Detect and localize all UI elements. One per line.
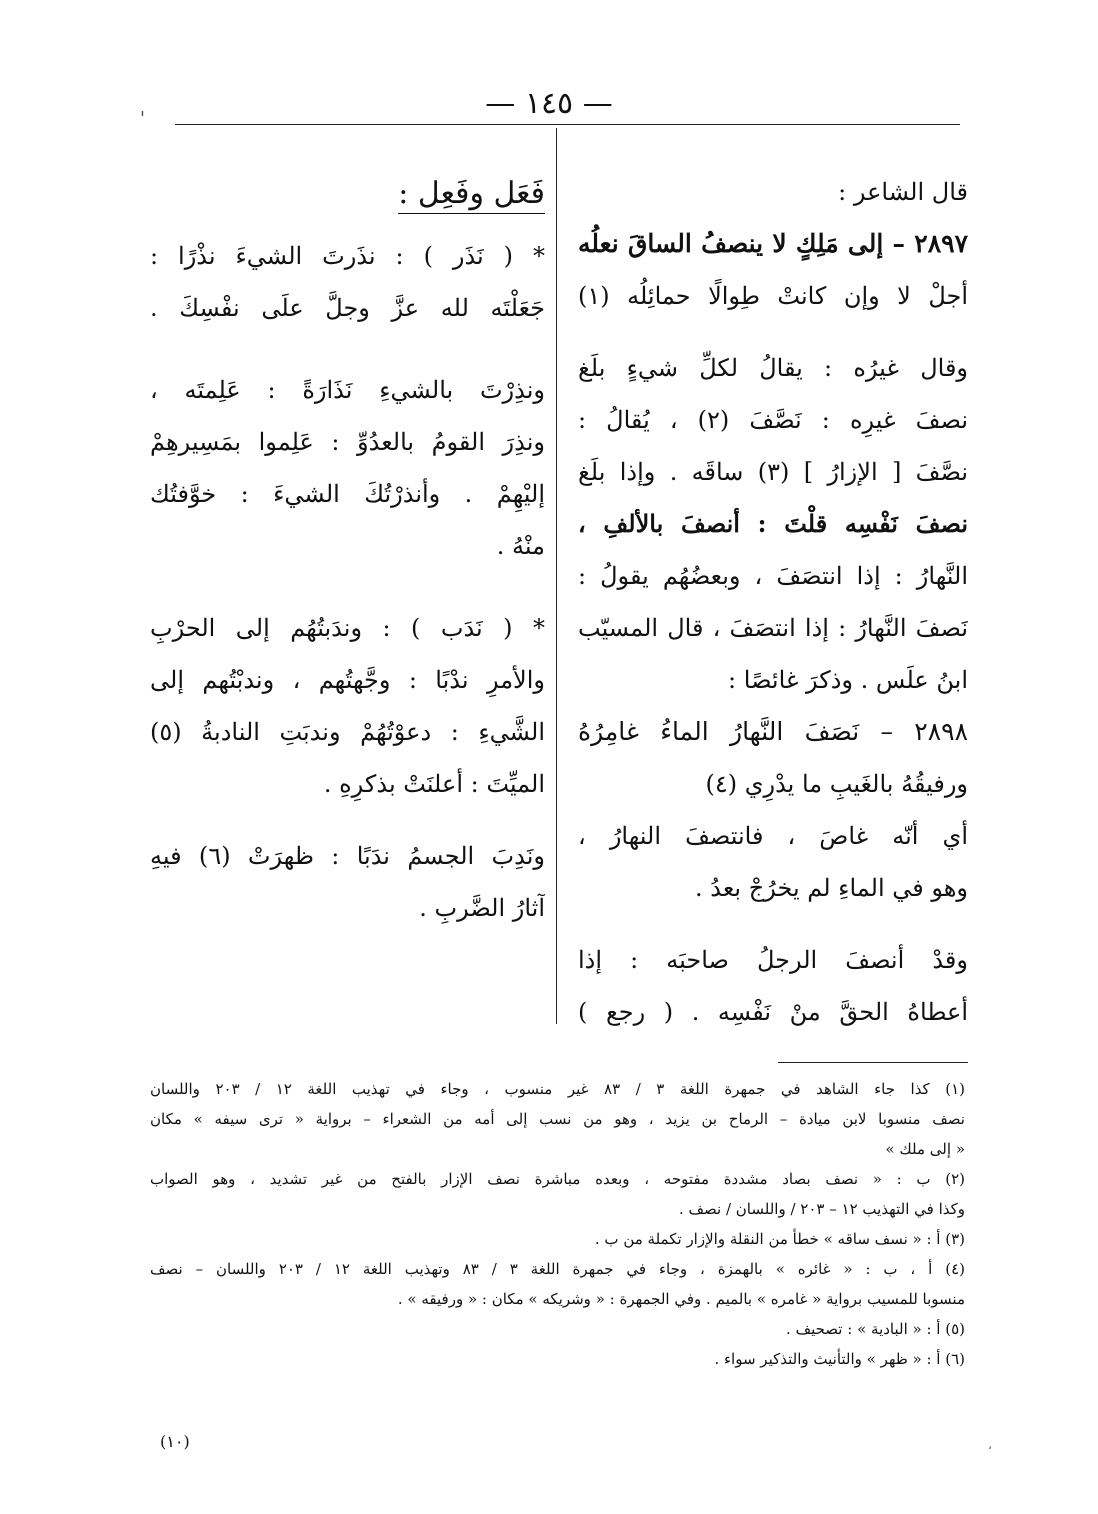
footnote-line: وكذا في التهذيب ١٢ – ٢٠٣ / واللسان / نصف . <box>678 1200 965 1218</box>
text-line: نصفَ غيرِه : نَصَّفَ (٢) ، يُقالُ : <box>578 406 968 434</box>
text-line: أعطاهُ الحقَّ منْ نَفْسِه . ( رجع ) <box>578 998 968 1026</box>
footnote-line: « إلى ملك » <box>885 1140 965 1158</box>
paragraph-gap <box>150 810 545 830</box>
stray-mark: ، <box>988 1438 992 1452</box>
paragraph-gap <box>150 572 545 602</box>
stray-mark: ' <box>140 108 145 129</box>
verse-line: أجلْ لا وإن كانتْ طِوالًا حمائِلُه (١) <box>578 282 968 310</box>
footnote-line: (٥) أ : « البادية » : تصحيف . <box>786 1320 965 1338</box>
footnote-line: (٢) ب : « نصف بصاد مشددة مفتوحه ، وبعده مباشرة نصف الإزار بالفتح من غير تشديد ، وهو الصواب <box>150 1170 965 1188</box>
paragraph-gap <box>578 914 968 934</box>
footnote-line: نصف منسوبا لابن ميادة – الرماح بن يزيد ، وهو من نسب إلى أمه من الشعراء – برواية « ترى سيفه » مكان <box>150 1110 965 1128</box>
footnote-line: (٦) أ : « ظهر » والتأنيث والتذكير سواء . <box>714 1350 965 1368</box>
verse-line: ٢٨٩٧ – إلى مَلِكٍ لا ينصفُ الساقَ نعلُه <box>578 229 968 258</box>
text-line: نَصفَ النَّهارُ : إذا انتصَفَ ، قال المسيّب <box>578 614 968 642</box>
text-line: منْهُ . <box>496 532 545 560</box>
footnote-line: (٣) أ : « نسف ساقه » خطأ من النقلة والإزار تكملة من ب . <box>594 1230 965 1248</box>
text-line: الشَّيءِ : دعوْتُهُمْ وندبَتِ النادبةُ (٥) <box>150 718 545 746</box>
right-column <box>578 166 968 1038</box>
text-line: آثارُ الضَّربِ . <box>419 894 545 922</box>
footnote-rule <box>778 1062 968 1063</box>
text-line: نصَّفَ [ الإزارُ ] (٣) ساقَه . وإذا بلَغ <box>578 458 968 486</box>
footnote-line: (٤) أ ، ب : « غائره » بالهمزة ، وجاء في جمهرة اللغة ٣ / ٨٣ وتهذيب اللغة ١٢ / ٢٠٣ واللسان – نصف <box>150 1260 965 1278</box>
text-line: ونذِرَ القومُ بالعدُوِّ : عَلِموا بمَسِيرهِمْ <box>150 428 545 456</box>
text-line: الميِّتَ : أعلنَتْ بذكرِهِ . <box>323 770 545 798</box>
text-line: جَعَلْتَه لله عزَّ وجلَّ علَى نفْسِكَ . <box>150 294 545 322</box>
verse-line: ورفيقُهُ بالغَيبِ ما يدْرِي (٤) <box>705 770 968 798</box>
header-rule <box>175 124 960 125</box>
left-column <box>150 166 545 934</box>
paragraph-gap <box>150 334 545 364</box>
text-line: والأمرِ ندْبًا : وجَّهتُهم ، وندبْتُهم إلى <box>150 666 545 694</box>
text-line: إليْهِمْ . وأنذرْتُكَ الشيءَ : خوَّفتُك <box>150 480 545 508</box>
text-line: أي أنّه غاصَ ، فانتصفَ النهارُ ، <box>578 822 968 850</box>
sheet-number: (١٠) <box>160 1432 190 1451</box>
text-line: وقال غيرُه : يقالُ لكلِّ شيءٍ بلَغ <box>578 354 968 382</box>
page-number: — ١٤٥ — <box>485 86 613 121</box>
verse-line: ٢٨٩٨ – نَصَفَ النَّهارُ الماءُ غامِرُهُ <box>578 717 968 746</box>
paragraph-gap <box>578 322 968 342</box>
footnote-line: منسوبا للمسيب برواية « غامره » بالميم . وفي الجمهرة : « وشريكه » مكان : « ورفيقه » . <box>397 1290 965 1308</box>
footnote-line: (١) كذا جاء الشاهد في جمهرة اللغة ٣ / ٨٣ غير منسوب ، وجاء في تهذيب اللغة ١٢ / ٢٠٣ واللسان <box>150 1080 965 1098</box>
text-line: النَّهارُ : إذا انتصَفَ ، وبعضُهُم يقولُ : <box>578 562 968 590</box>
column-divider <box>556 128 557 1024</box>
text-line: ونذِرْتَ بالشيءِ نَذَارَةً : عَلِمتَه ، <box>150 376 545 404</box>
text-line: وقدْ أنصفَ الرجلُ صاحبَه : إذا <box>578 946 968 974</box>
entry-line: * ( نَذَر ) : نذَرتَ الشيءَ نذْرًا : <box>150 242 545 270</box>
entry-line: * ( نَدَب ) : وندَبتُهُم إلى الحرْبِ <box>150 614 545 642</box>
section-title-text: فَعَل وفَعِل : <box>398 176 545 214</box>
text-line: قال الشاعر : <box>838 178 968 206</box>
text-line: وهو في الماءِ لم يخرُجْ بعدُ . <box>694 874 968 902</box>
text-line: نصفَ نَفْسِه قلْتَ : أنصفَ بالألفِ ، <box>578 509 968 538</box>
text-line: ابنُ علَس . وذكرَ غائصًا : <box>728 666 968 694</box>
text-line: ونَدِبَ الجسمُ ندَبًا : ظهرَتْ (٦) فيهِ <box>150 842 545 870</box>
section-title <box>150 166 545 230</box>
footnotes <box>150 1074 965 1374</box>
